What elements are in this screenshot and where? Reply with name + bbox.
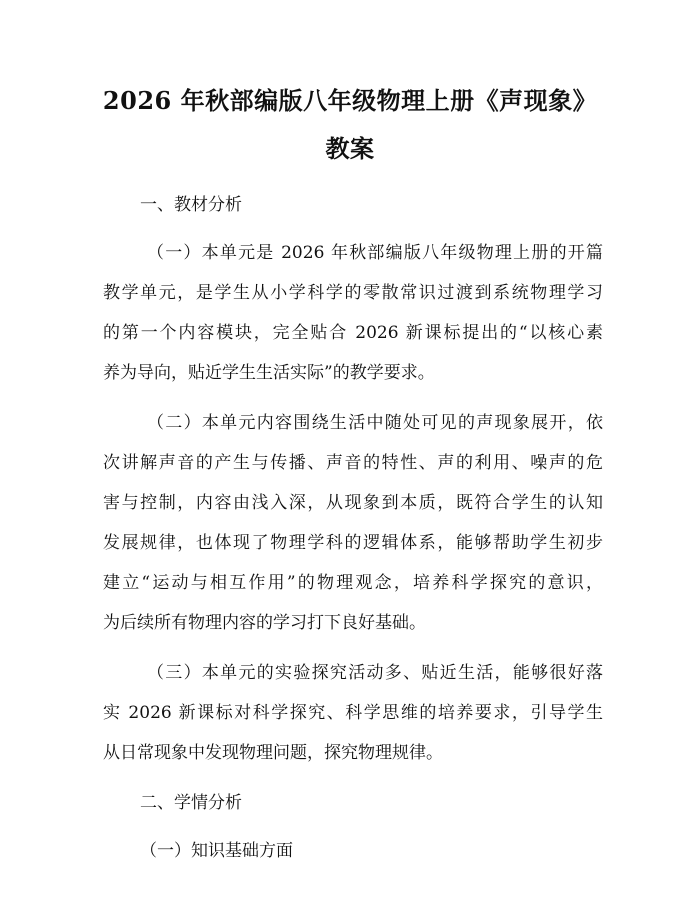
- paragraph-line: 的第一个内容模块，完全贴合 2026 新课标提出的“以核心素: [103, 323, 603, 343]
- subsection-heading-knowledge-base: （一）知识基础方面: [140, 841, 293, 861]
- paragraph-line: 发展规律，也体现了物理学科的逻辑体系，能够帮助学生初步: [103, 533, 603, 553]
- paragraph-line: 次讲解声音的产生与传播、声音的特性、声的利用、噪声的危: [103, 453, 603, 473]
- section-heading-learner-analysis: 二、学情分析: [140, 793, 242, 813]
- paragraph-line: 害与控制，内容由浅入深，从现象到本质，既符合学生的认知: [103, 493, 603, 513]
- paragraph-line: 教学单元，是学生从小学科学的零散常识过渡到系统物理学习: [103, 283, 603, 303]
- paragraph-line: 养为导向，贴近学生生活实际”的教学要求。: [103, 363, 435, 383]
- section-heading-textbook-analysis: 一、教材分析: [140, 195, 242, 215]
- paragraph-line: 实 2026 新课标对科学探究、科学思维的培养要求，引导学生: [103, 703, 603, 723]
- paragraph-line: 为后续所有物理内容的学习打下良好基础。: [103, 613, 426, 633]
- paragraph-line: 从日常现象中发现物理问题，探究物理规律。: [103, 743, 443, 763]
- paragraph-line: （一）本单元是 2026 年秋部编版八年级物理上册的开篇: [147, 243, 603, 263]
- document-title-line-1: 2026 年秋部编版八年级物理上册《声现象》: [102, 86, 598, 115]
- paragraph-line: 建立“运动与相互作用”的物理观念，培养科学探究的意识，: [103, 573, 603, 593]
- paragraph-line: （二）本单元内容围绕生活中随处可见的声现象展开，依: [147, 413, 603, 433]
- paragraph-line: （三）本单元的实验探究活动多、贴近生活，能够很好落: [147, 663, 603, 683]
- document-title-line-2: 教案: [325, 134, 375, 163]
